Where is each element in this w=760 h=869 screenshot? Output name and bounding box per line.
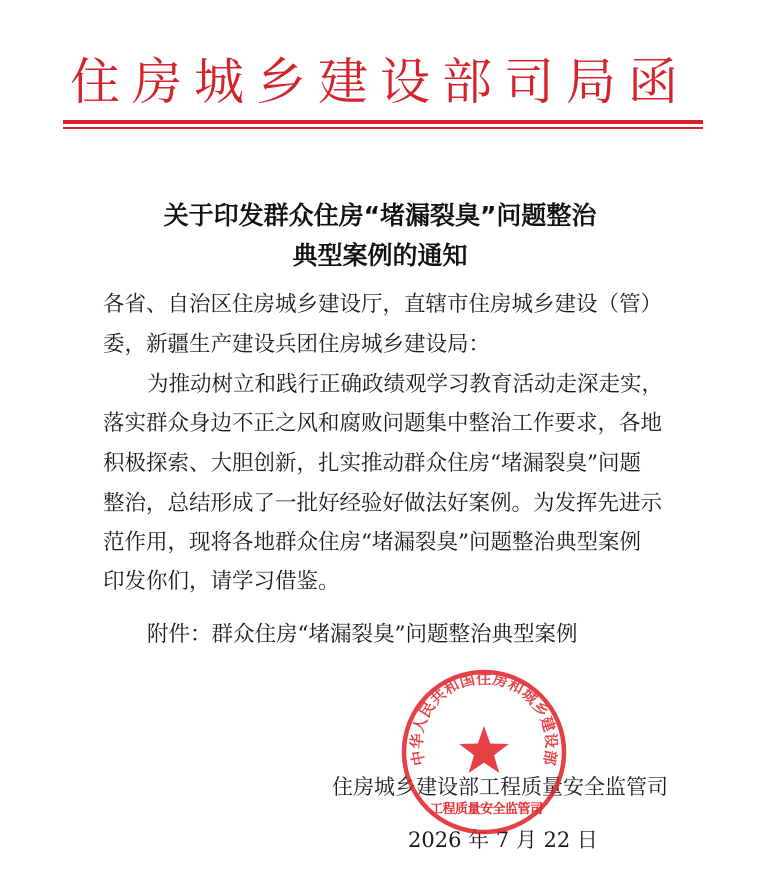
paragraph-line-1: 为推动树立和践行正确政绩观学习教育活动走深走实， <box>147 372 664 397</box>
paragraph-line-3: 积极探索、大胆创新，扎实推动群众住房“堵漏裂臭”问题 <box>103 451 641 476</box>
letterhead-rule-thin <box>63 127 703 129</box>
letterhead-rule-thick <box>63 120 703 124</box>
paragraph-line-6: 印发你们，请学习借鉴。 <box>103 569 340 594</box>
issue-date: 2026 年 7 月 22 日 <box>408 828 598 852</box>
paragraph-line-2: 落实群众身边不正之风和腐败问题集中整治工作要求，各地 <box>103 411 663 436</box>
seal-bottom-text: 工程质量安全监管司 <box>430 802 543 817</box>
paragraph-line-5: 范作用，现将各地群众住房“堵漏裂臭”问题整治典型案例 <box>103 530 641 555</box>
paragraph-line-4: 整治，总结形成了一批好经验好做法好案例。为发挥先进示 <box>103 491 663 516</box>
addressee-line-1: 各省、自治区住房城乡建设厅，直辖市住房城乡建设（管） <box>103 292 663 317</box>
letterhead-title: 住房城乡建设部司局函 <box>70 53 690 111</box>
attachment-line: 附件：群众住房“堵漏裂臭”问题整治典型案例 <box>147 622 578 647</box>
seal-star-icon <box>459 726 508 773</box>
issuer-signature: 住房城乡建设部工程质量安全监管司 <box>332 775 668 799</box>
document-title-line-2: 典型案例的通知 <box>292 241 468 270</box>
document-title-line-1: 关于印发群众住房“堵漏裂臭”问题整治 <box>163 201 597 230</box>
addressee-line-2: 委，新疆生产建设兵团住房城乡建设局： <box>103 332 491 357</box>
seal-arc-text: 中华人民共和国住房和城乡建设部 <box>407 669 561 768</box>
